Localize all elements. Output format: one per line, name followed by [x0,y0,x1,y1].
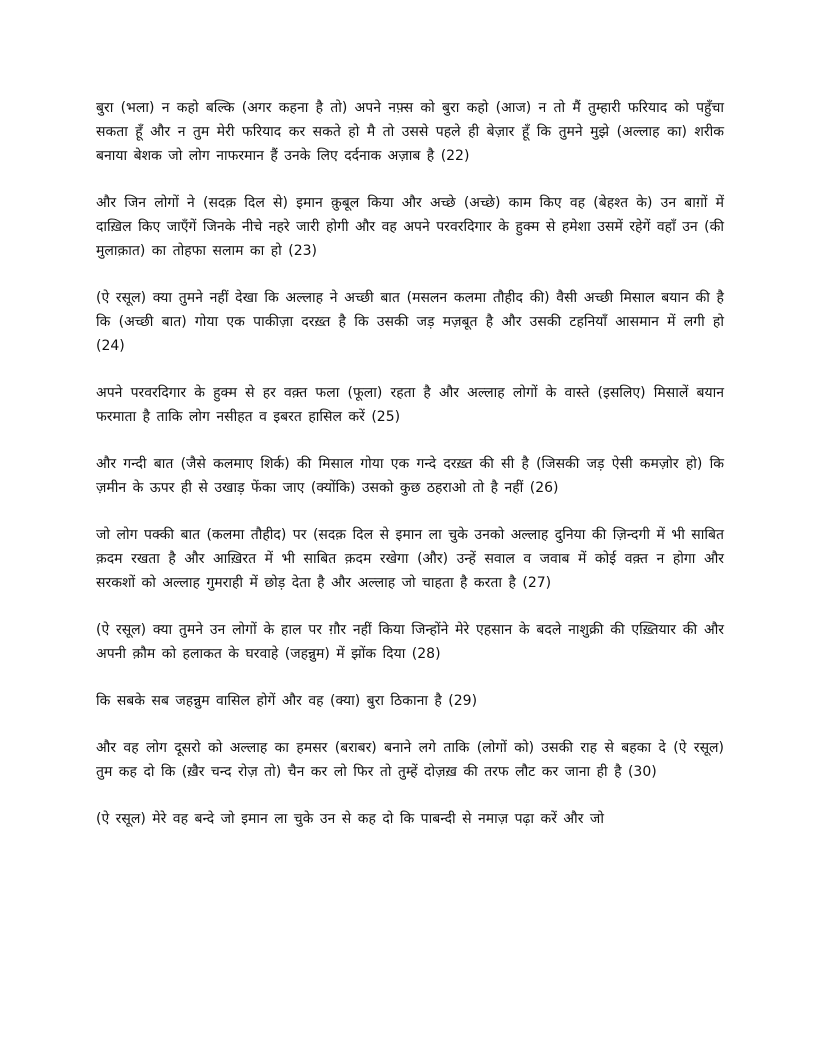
paragraph-verse-27: जो लोग पक्की बात (कलमा तौहीद) पर (सदक़ दिल से इमान ला चुके उनको अल्लाह दुनिया की ज़िन्दगी में भी साबित क़दम रखता है और आख़िरत में भी साबित क़दम रखेगा (और) उन्हें सवाल व जवाब में कोई वक़्त न होगा और सरकशों को अल्लाह गुमराही में छोड़ देता है और अल्लाह जो चाहता है करता है (27) [96,527,724,591]
paragraph-verse-30: और वह लोग दूसरो को अल्लाह का हमसर (बराबर) बनाने लगे ताकि (लोगों को) उसकी राह से बहका दे (ऐ रसूल) तुम कह दो कि (ख़ैर चन्द रोज़ तो) चैन कर लो फिर तो तुम्हें दोज़ख़ की तरफ लौट कर जाना ही है (30) [96,740,724,780]
document-body [96,96,724,854]
paragraph-verse-23: और जिन लोगों ने (सदक़ दिल से) इमान क़ुबूल किया और अच्छे (अच्छे) काम किए वह (बेहश्त के) उन बाग़ों में दाख़िल किए जाएँगें जिनके नीचे नहरे जारी होगी और वह अपने परवरदिगार के हुक्म से हमेशा उसमें रहेगें वहाँ उन (की मुलाक़ात) का तोहफा सलाम का हो (23) [96,195,724,259]
paragraph-verse-29: कि सबके सब जहन्नुम वासिल होगें और वह (क्या) बुरा ठिकाना है (29) [96,693,478,709]
paragraph-verse-28: (ऐ रसूल) क्या तुमने उन लोगों के हाल पर ग़ौर नहीं किया जिन्होंने मेरे एहसान के बदले नाशुक्री की एख़्तियार की और अपनी क़ौम को हलाकत के घरवाहे (जहन्नुम) में झोंक दिया (28) [96,622,724,662]
paragraph-verse-31-partial: (ऐ रसूल) मेरे वह बन्दे जो इमान ला चुके उन से कह दो कि पाबन्दी से नमाज़ पढ़ा करें और जो [96,811,604,827]
paragraph-verse-22: बुरा (भला) न कहो बल्कि (अगर कहना है तो) अपने नफ़्स को बुरा कहो (आज) न तो मैं तुम्हारी फरियाद को पहुँचा सकता हूँ और न तुम मेरी फरियाद कर सकते हो मै तो उससे पहले ही बेज़ार हूँ कि तुमने मुझे (अल्लाह का) शरीक बनाया बेशक जो लोग नाफरमान हैं उनके लिए दर्दनाक अज़ाब है (22) [96,100,724,164]
paragraph-verse-26: और गन्दी बात (जैसे कलमाए शिर्क) की मिसाल गोया एक गन्दे दरख़्त की सी है (जिसकी जड़ ऐसी कमज़ोर हो) कि ज़मीन के ऊपर ही से उखाड़ फेंका जाए (क्योंकि) उसको कुछ ठहराओ तो है नहीं (26) [96,456,724,496]
paragraph-verse-25: अपने परवरदिगार के हुक्म से हर वक़्त फला (फूला) रहता है और अल्लाह लोगों के वास्ते (इसलिए) मिसालें बयान फरमाता है ताकि लोग नसीहत व इबरत हासिल करें (25) [96,385,724,425]
paragraph-verse-24: (ऐ रसूल) क्या तुमने नहीं देखा कि अल्लाह ने अच्छी बात (मसलन कलमा तौहीद की) वैसी अच्छी मिसाल बयान की है कि (अच्छी बात) गोया एक पाकीज़ा दरख़्त है कि उसकी जड़ मज़बूत है और उसकी टहनियाँ आसमान में लगी हो (24) [96,290,724,354]
